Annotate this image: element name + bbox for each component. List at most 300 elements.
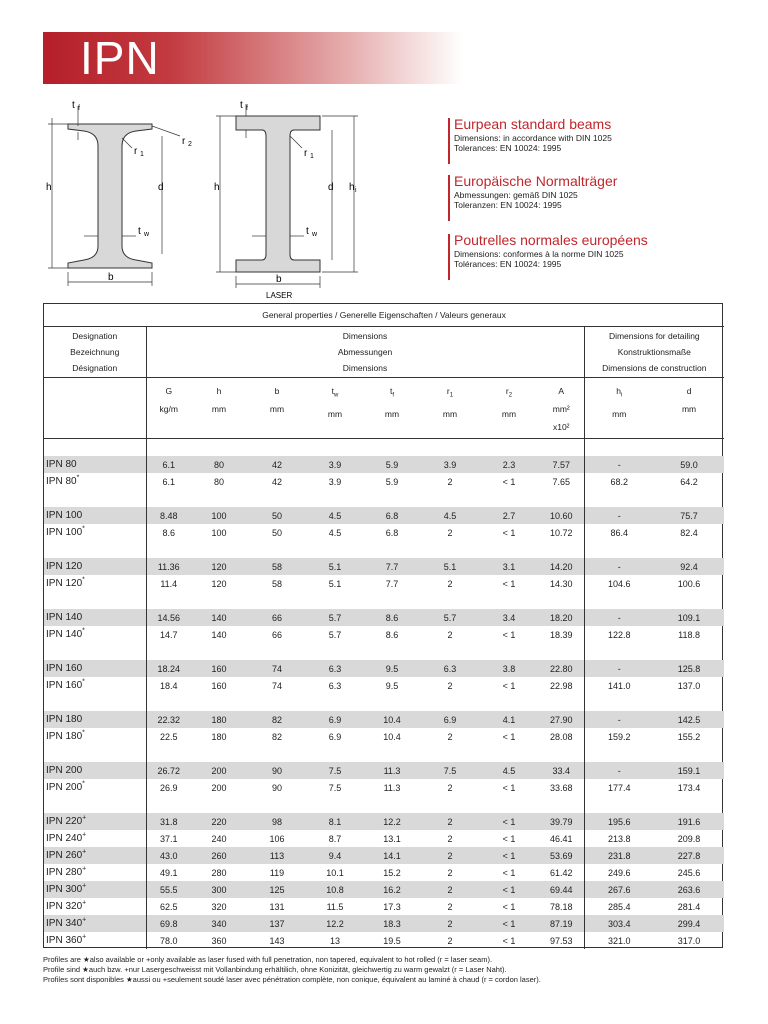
column-symbol: $t_f$ — [389, 386, 395, 399]
table-cell: 6.9 — [307, 711, 363, 728]
table-cell: 8.6 — [146, 524, 191, 541]
table-cell: 2 — [447, 935, 453, 946]
ipn-laser-drawing — [236, 116, 320, 272]
table-cell: 14.30 — [549, 578, 573, 589]
profile-designation: IPN 80 — [44, 456, 146, 473]
table-cell: 360 — [211, 935, 227, 946]
profile-designation: IPN 120 — [44, 558, 146, 575]
table-cell: 18.3 — [363, 915, 421, 932]
table-cell: < 1 — [502, 527, 516, 538]
column-symbol: d — [686, 386, 692, 396]
table-cell: 18.20 — [539, 609, 584, 626]
table-cell: 263.6 — [654, 881, 724, 898]
column-header — [479, 378, 539, 439]
table-cell: 66 — [247, 609, 307, 626]
table-cell: 249.6 — [584, 864, 654, 881]
table-cell: 125 — [247, 881, 307, 898]
table-cell: 14.56 — [146, 609, 191, 626]
table-cell: 11.5 — [326, 901, 344, 912]
spacer-row — [44, 796, 724, 813]
table-cell: 22.5 — [146, 728, 191, 745]
table-cell: 6.3 — [307, 660, 363, 677]
table-row — [44, 932, 724, 949]
table-row — [44, 575, 724, 592]
column-header — [247, 378, 307, 439]
table-row — [44, 728, 724, 745]
beam-cross-section-drawings — [40, 96, 420, 306]
label-tw-left: t — [138, 226, 141, 237]
profile-designation: IPN 220+ — [44, 813, 146, 830]
table-cell: 10.4 — [383, 731, 401, 742]
availability-mark: + — [82, 848, 87, 856]
table-cell: 12.2 — [307, 915, 363, 932]
column-symbol: A — [558, 386, 565, 396]
dimensions-header: Dimensions Abmessungen Dimensions — [146, 327, 584, 378]
table-cell: 240 — [211, 833, 227, 844]
ipn-hot-rolled-drawing — [68, 124, 152, 268]
table-cell: 14.1 — [363, 847, 421, 864]
standard-block-en — [454, 116, 754, 153]
accent-bar — [448, 234, 450, 280]
table-row — [44, 524, 724, 541]
table-cell: 14.7 — [146, 626, 191, 643]
svg-text:1: 1 — [310, 153, 314, 160]
table-cell: 7.5 — [421, 762, 479, 779]
availability-mark: + — [82, 831, 87, 839]
standard-tolerances: Toleranzen: EN 10024: 1995 — [454, 200, 562, 210]
profile-designation: IPN 100 — [44, 507, 146, 524]
table-cell: 9.4 — [307, 847, 363, 864]
table-cell: 78.18 — [549, 901, 573, 912]
table-cell: 2 — [421, 813, 479, 830]
availability-mark: * — [82, 678, 85, 686]
table-row — [44, 626, 724, 643]
label-laser: LASER — [266, 291, 293, 300]
table-cell: 13 — [329, 935, 340, 946]
table-cell: 180 — [191, 711, 247, 728]
table-cell: 64.2 — [680, 476, 698, 487]
label-b-right: b — [276, 274, 282, 285]
label-r1-right: r — [304, 148, 308, 159]
table-cell: 2.7 — [479, 507, 539, 524]
table-cell: 55.5 — [146, 881, 191, 898]
table-cell: 119 — [269, 867, 285, 878]
table-cell: 18.39 — [549, 629, 573, 640]
table-cell: 6.1 — [146, 473, 191, 490]
table-cell: 61.42 — [549, 867, 573, 878]
table-cell: 340 — [191, 915, 247, 932]
table-cell: 4.5 — [421, 507, 479, 524]
table-cell: < 1 — [479, 915, 539, 932]
profile-designation: IPN 240+ — [46, 831, 87, 844]
table-cell: 7.5 — [307, 762, 363, 779]
table-cell: < 1 — [502, 935, 516, 946]
table-cell: 39.79 — [539, 813, 584, 830]
table-cell: 173.4 — [677, 782, 701, 793]
table-cell: 104.6 — [584, 575, 654, 592]
table-cell: 3.9 — [328, 476, 342, 487]
table-cell: 80 — [191, 456, 247, 473]
table-row — [44, 456, 724, 473]
table-cell: 26.72 — [146, 762, 191, 779]
svg-text:2: 2 — [188, 141, 192, 148]
table-cell: 43.0 — [146, 847, 191, 864]
table-cell: 6.3 — [421, 660, 479, 677]
table-cell: 5.7 — [421, 609, 479, 626]
column-unit: mm — [681, 404, 697, 414]
table-cell: 12.2 — [363, 813, 421, 830]
label-h-right: h — [214, 182, 220, 193]
availability-mark: + — [82, 882, 87, 890]
table-cell: 7.65 — [552, 476, 571, 487]
svg-text:w: w — [144, 231, 150, 238]
table-cell: 2 — [421, 847, 479, 864]
table-cell: - — [584, 711, 654, 728]
table-cell: 7.5 — [328, 782, 342, 793]
profile-designation: IPN 160 — [44, 660, 146, 677]
spacer-row — [44, 643, 724, 660]
table-row — [44, 473, 724, 490]
column-unit: mm — [211, 404, 227, 414]
column-header — [363, 378, 421, 439]
profile-designation: IPN 120* — [46, 576, 85, 589]
table-cell: 98 — [247, 813, 307, 830]
table-cell: 213.8 — [584, 830, 654, 847]
spacer-row — [44, 745, 724, 762]
table-cell: 53.69 — [539, 847, 584, 864]
svg-text:w: w — [312, 231, 318, 238]
label-tf-left: t — [72, 100, 75, 111]
table-cell: 200 — [191, 762, 247, 779]
table-cell: 160 — [211, 680, 227, 691]
table-cell: 280 — [211, 867, 227, 878]
table-cell: 2 — [447, 833, 453, 844]
table-cell: 10.60 — [539, 507, 584, 524]
label-r2-left: r — [182, 136, 186, 147]
table-cell: < 1 — [502, 680, 516, 691]
column-symbol: h — [216, 386, 222, 396]
spacer-row — [44, 439, 724, 457]
column-symbol: $t_w$ — [331, 386, 339, 399]
table-cell: 11.4 — [146, 575, 191, 592]
table-cell: 87.19 — [539, 915, 584, 932]
table-cell: 66 — [271, 629, 282, 640]
table-cell: 5.1 — [421, 558, 479, 575]
table-cell: 19.5 — [383, 935, 401, 946]
table-cell: 137 — [247, 915, 307, 932]
column-unit: mm — [612, 408, 627, 419]
table-cell: 143 — [269, 935, 285, 946]
table-cell: 2.3 — [479, 456, 539, 473]
table-cell: 37.1 — [146, 830, 191, 847]
table-cell: 11.3 — [383, 782, 401, 793]
column-unit: mm — [384, 408, 400, 419]
table-cell: 120 — [191, 558, 247, 575]
table-cell: 180 — [211, 731, 227, 742]
table-cell: 46.41 — [549, 833, 573, 844]
table-cell: 300 — [191, 881, 247, 898]
label-d-left: d — [158, 182, 164, 193]
table-cell: 9.5 — [385, 680, 399, 691]
table-cell: 6.8 — [385, 527, 399, 538]
table-cell: < 1 — [479, 813, 539, 830]
page-title: IPN — [80, 32, 160, 84]
table-cell: 74 — [247, 660, 307, 677]
table-cell: 131 — [269, 901, 285, 912]
profile-designation: IPN 180* — [46, 729, 85, 742]
label-h-left: h — [46, 182, 52, 193]
table-cell: < 1 — [502, 867, 516, 878]
table-cell: 10.1 — [326, 867, 344, 878]
table-cell: 4.5 — [479, 762, 539, 779]
table-cell: < 1 — [479, 881, 539, 898]
table-cell: 122.8 — [584, 626, 654, 643]
table-cell: 118.8 — [678, 629, 700, 640]
table-row — [44, 830, 724, 847]
table-cell: 4.1 — [479, 711, 539, 728]
table-cell: 159.2 — [584, 728, 654, 745]
table-cell: 317.0 — [677, 935, 701, 946]
spacer-row — [44, 541, 724, 558]
profile-designation: IPN 200 — [44, 762, 146, 779]
profile-designation: IPN 180 — [44, 711, 146, 728]
column-header — [539, 378, 584, 439]
table-cell: 68.2 — [584, 473, 654, 490]
table-cell: 5.1 — [328, 578, 342, 589]
table-cell: 7.7 — [385, 578, 399, 589]
table-cell: 10.4 — [363, 711, 421, 728]
table-row — [44, 813, 724, 830]
standard-heading: Poutrelles normales européens — [454, 232, 648, 248]
table-cell: 80 — [213, 476, 224, 487]
column-symbol: $h_i$ — [616, 386, 623, 399]
profile-designation: IPN 360+ — [46, 933, 87, 946]
table-cell: 209.8 — [677, 833, 701, 844]
table-row — [44, 762, 724, 779]
label-d-right: d — [328, 182, 334, 193]
table-cell: 13.1 — [383, 833, 401, 844]
column-unit: mm² — [552, 404, 570, 414]
table-cell: 267.6 — [584, 881, 654, 898]
table-cell: 50 — [271, 527, 282, 538]
table-cell: 69.44 — [539, 881, 584, 898]
column-symbol: $r_2$ — [505, 386, 513, 399]
table-cell: 42 — [271, 476, 282, 487]
table-row — [44, 898, 724, 915]
table-cell: 18.24 — [146, 660, 191, 677]
table-row — [44, 677, 724, 694]
accent-bar — [448, 175, 450, 221]
svg-text:f: f — [78, 105, 80, 112]
column-symbol: $r_1$ — [446, 386, 454, 399]
profile-designation: IPN 160* — [46, 678, 85, 691]
table-cell: - — [584, 762, 654, 779]
table-cell: 74 — [271, 680, 282, 691]
column-unit: mm — [442, 408, 458, 419]
table-cell: 7.57 — [539, 456, 584, 473]
availability-mark: + — [82, 899, 87, 907]
standard-dimensions: Abmessungen: gemäß DIN 1025 — [454, 190, 578, 200]
table-cell: 82.4 — [680, 527, 698, 538]
table-cell: 125.8 — [654, 660, 724, 677]
availability-mark: * — [82, 525, 85, 533]
table-cell: 137.0 — [677, 680, 701, 691]
standard-heading: Eurpean standard beams — [454, 116, 612, 132]
general-properties-header: General properties / Generelle Eigenschaften / Valeurs generaux — [44, 304, 724, 327]
table-cell: 140 — [191, 609, 247, 626]
label-tw-right: t — [306, 226, 309, 237]
table-cell: - — [584, 660, 654, 677]
profile-designation: IPN 320+ — [46, 899, 87, 912]
table-cell: 58 — [247, 558, 307, 575]
table-cell: 5.7 — [307, 609, 363, 626]
table-cell: 5.1 — [307, 558, 363, 575]
profile-designation: IPN 140* — [46, 627, 85, 640]
table-cell: 69.8 — [146, 915, 191, 932]
availability-mark: * — [82, 729, 85, 737]
table-cell: 50 — [247, 507, 307, 524]
table-cell: 2 — [447, 680, 453, 691]
availability-mark: * — [82, 780, 85, 788]
table-cell: 142.5 — [654, 711, 724, 728]
standard-block-fr — [454, 232, 754, 269]
table-cell: 6.9 — [421, 711, 479, 728]
spacer-row — [44, 490, 724, 507]
label-r1-left: r — [134, 146, 138, 157]
label-tf-right: t — [240, 100, 243, 111]
table-cell: - — [584, 507, 654, 524]
table-cell: 3.4 — [479, 609, 539, 626]
table-cell: 220 — [191, 813, 247, 830]
table-cell: 2 — [421, 881, 479, 898]
table-row — [44, 847, 724, 864]
profile-designation: IPN 260+ — [44, 847, 146, 864]
standard-dimensions: Dimensions: conformes à la norme DIN 1025 — [454, 249, 624, 259]
table-cell: 97.53 — [549, 935, 573, 946]
table-cell: 6.1 — [146, 456, 191, 473]
table-cell: 8.6 — [385, 629, 399, 640]
table-cell: 18.4 — [146, 677, 191, 694]
table-cell: 3.9 — [421, 456, 479, 473]
profile-designation: IPN 140 — [44, 609, 146, 626]
table-cell: 8.6 — [363, 609, 421, 626]
table-cell: 82 — [247, 711, 307, 728]
label-hi-right: h — [349, 182, 355, 193]
column-unit: mm — [501, 408, 517, 419]
column-header — [307, 378, 363, 439]
availability-mark: + — [82, 814, 87, 822]
table-cell: 15.2 — [383, 867, 401, 878]
table-cell: 160 — [191, 660, 247, 677]
table-cell: 155.2 — [677, 731, 701, 742]
profile-designation: IPN 280+ — [46, 865, 87, 878]
designation-unit-cell — [44, 378, 146, 439]
table-cell: < 1 — [502, 782, 516, 793]
table-cell: 2 — [421, 915, 479, 932]
table-row — [44, 915, 724, 932]
table-cell: 11.3 — [363, 762, 421, 779]
table-cell: 22.80 — [539, 660, 584, 677]
table-cell: 62.5 — [146, 898, 191, 915]
table-cell: < 1 — [502, 476, 516, 487]
table-cell: 2 — [447, 782, 453, 793]
table-cell: < 1 — [479, 847, 539, 864]
table-cell: 227.8 — [654, 847, 724, 864]
spacer-row — [44, 694, 724, 711]
table-cell: 8.7 — [328, 833, 342, 844]
table-cell: 31.8 — [146, 813, 191, 830]
table-cell: 200 — [211, 782, 227, 793]
profile-designation: IPN 80* — [46, 474, 80, 487]
table-cell: 17.3 — [383, 901, 401, 912]
column-header — [654, 378, 724, 439]
table-cell: 9.5 — [363, 660, 421, 677]
table-cell: 4.5 — [307, 507, 363, 524]
table-cell: 90 — [271, 782, 282, 793]
table-cell: 75.7 — [654, 507, 724, 524]
svg-text:i: i — [355, 187, 357, 194]
table-cell: 100.6 — [677, 578, 701, 589]
table-cell: 49.1 — [146, 864, 191, 881]
table-cell: 2 — [447, 527, 453, 538]
table-cell: 109.1 — [654, 609, 724, 626]
table-cell: 6.8 — [363, 507, 421, 524]
column-header — [421, 378, 479, 439]
table-row — [44, 660, 724, 677]
availability-mark: + — [82, 865, 87, 873]
profile-designation: IPN 100* — [46, 525, 85, 538]
table-cell: 26.9 — [146, 779, 191, 796]
table-cell: 86.4 — [584, 524, 654, 541]
accent-bar — [448, 118, 450, 164]
table-row — [44, 507, 724, 524]
table-cell: - — [584, 609, 654, 626]
table-cell: 10.72 — [549, 527, 573, 538]
availability-mark: + — [82, 933, 87, 941]
table-row — [44, 864, 724, 881]
footnote-en: Profiles are ★also available or +only available as laser fused with full penetration, non tapered, equivalent to hot rolled (r = laser seam). — [43, 955, 493, 964]
table-cell: - — [584, 558, 654, 575]
table-cell: 33.4 — [539, 762, 584, 779]
table-cell: 100 — [191, 507, 247, 524]
table-cell: 106 — [269, 833, 285, 844]
table-cell: 3.1 — [479, 558, 539, 575]
table-cell: 5.7 — [328, 629, 342, 640]
table-row — [44, 881, 724, 898]
table-row — [44, 711, 724, 728]
svg-text:1: 1 — [140, 151, 144, 158]
table-cell: 10.8 — [307, 881, 363, 898]
table-cell: 42 — [247, 456, 307, 473]
table-cell: - — [584, 456, 654, 473]
table-cell: 320 — [211, 901, 227, 912]
table-cell: 90 — [247, 762, 307, 779]
table-cell: 231.8 — [584, 847, 654, 864]
column-unit: kg/m — [159, 404, 178, 414]
table-cell: < 1 — [502, 901, 516, 912]
table-cell: 92.4 — [654, 558, 724, 575]
profile-designation: IPN 300+ — [44, 881, 146, 898]
column-symbol: G — [165, 386, 173, 396]
table-cell: 260 — [191, 847, 247, 864]
table-cell: 2 — [447, 629, 453, 640]
table-cell: 159.1 — [654, 762, 724, 779]
availability-mark: * — [82, 576, 85, 584]
table-row — [44, 609, 724, 626]
table-cell: 321.0 — [584, 932, 654, 949]
label-b-left: b — [108, 272, 114, 283]
table-cell: 8.48 — [146, 507, 191, 524]
